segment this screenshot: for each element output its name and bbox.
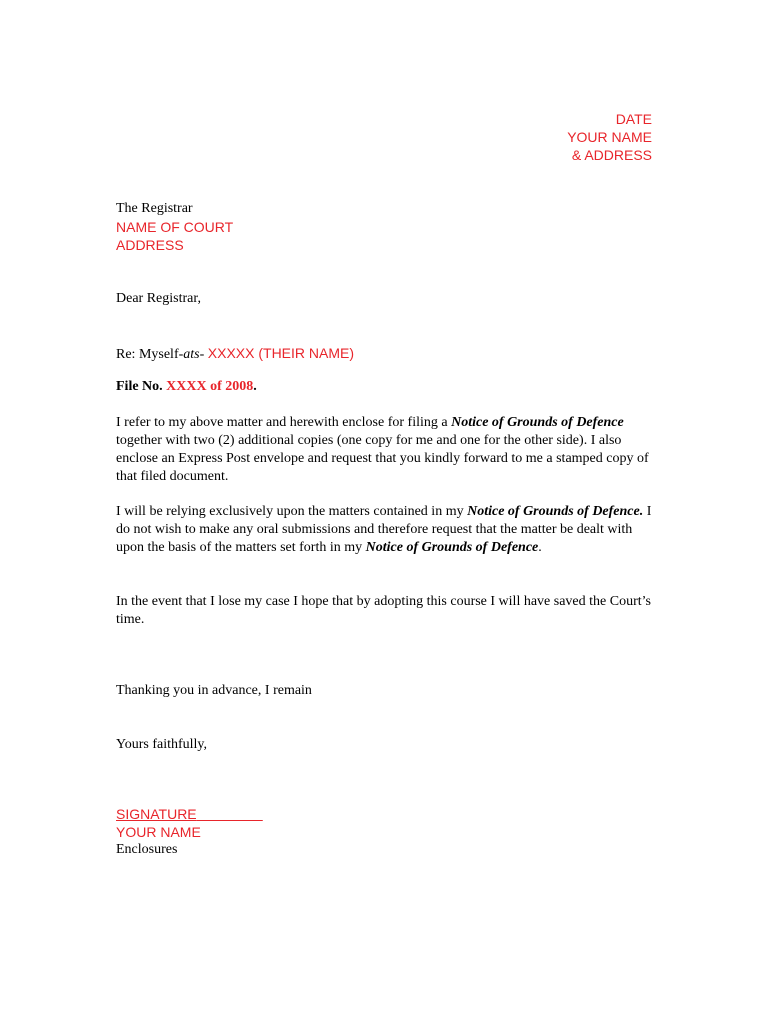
re-line: [116, 344, 354, 364]
signature-name: YOUR NAME: [116, 824, 201, 840]
header-date: DATE: [615, 111, 652, 127]
closing-line: Yours faithfully,: [116, 737, 208, 752]
signature-line: [116, 805, 263, 823]
para2-text-c: .: [538, 540, 542, 555]
re-other-party: XXXXX (THEIR NAME): [207, 345, 355, 361]
para2-bold-b: Notice of Grounds of Defence: [365, 540, 539, 555]
re-prefix: Re: Myself-: [116, 347, 184, 362]
para1-text-b: together with two (2) additional copies (one copy for me and one for the other side). I also enclose an Express Post envelope and request that you kindly forward to me a stamped copy of that filed document.: [116, 433, 649, 484]
paragraph-enclosure: [116, 414, 656, 486]
signature-blank: [197, 806, 263, 822]
para2-bold-a: Notice of Grounds of Defence.: [467, 504, 644, 519]
file-number: XXXX of 2008: [166, 379, 254, 394]
para1-text-a: I refer to my above matter and herewith enclose for filing a: [116, 415, 452, 430]
recipient-title: The Registrar: [116, 201, 193, 216]
file-label: File No.: [116, 379, 167, 394]
enclosures-label: Enclosures: [116, 842, 178, 857]
file-period: .: [253, 379, 257, 394]
para1-bold-a: Notice of Grounds of Defence: [451, 415, 624, 430]
para2-text-b: I do not wish to make any oral submissions and therefore request that the matter be dealt with upon the basis of the matters set forth in my: [116, 504, 652, 555]
header-your-name: YOUR NAME: [567, 129, 652, 145]
recipient-court: NAME OF COURT: [116, 219, 234, 235]
paragraph-reliance: [116, 503, 656, 557]
re-dash: -: [199, 347, 208, 362]
paragraph-outcome: In the event that I lose my case I hope that by adopting this course I will have saved the Court’s time.: [116, 594, 651, 627]
recipient-address: ADDRESS: [116, 237, 184, 253]
thanks-line: Thanking you in advance, I remain: [116, 683, 312, 698]
para2-text-a: I will be relying exclusively upon the matters contained in my: [116, 504, 468, 519]
salutation: Dear Registrar,: [116, 291, 201, 306]
file-number-line: [116, 378, 257, 396]
re-ats: ats: [183, 347, 200, 362]
signature-label: SIGNATURE: [116, 806, 197, 822]
header-address: & ADDRESS: [571, 147, 652, 163]
